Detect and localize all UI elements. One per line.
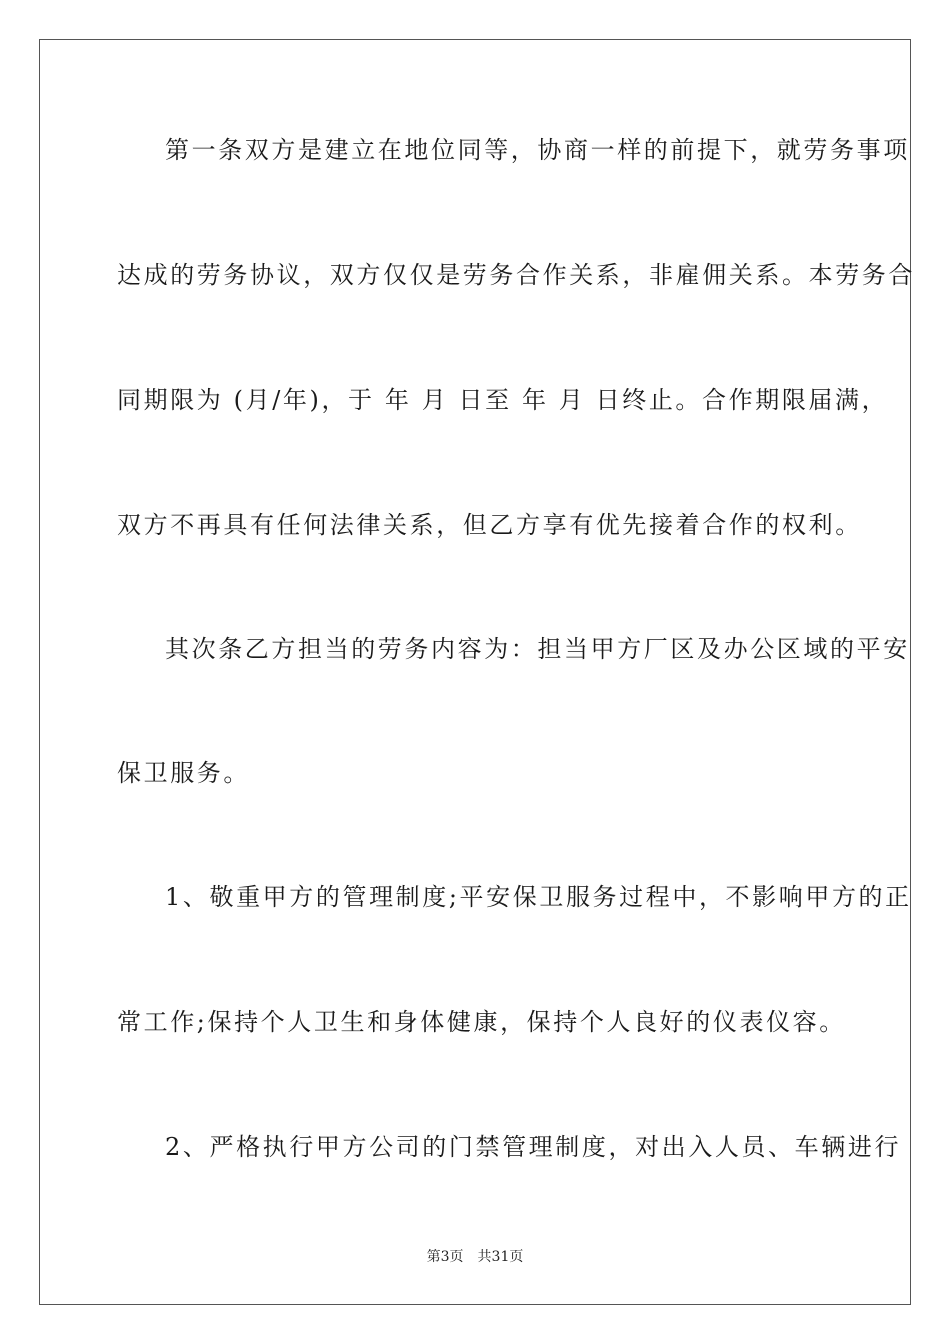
paragraph-line: 1、敬重甲方的管理制度;平安保卫服务过程中，不影响甲方的正	[165, 883, 912, 911]
paragraph-line: 保卫服务。	[117, 759, 250, 787]
paragraph-line: 达成的劳务协议，双方仅仅是劳务合作关系，非雇佣关系。本劳务合	[117, 261, 915, 289]
page-footer	[0, 1246, 950, 1266]
paragraph-line: 双方不再具有任何法律关系，但乙方享有优先接着合作的权利。	[117, 511, 862, 539]
paragraph-line: 常工作;保持个人卫生和身体健康，保持个人良好的仪表仪容。	[117, 1008, 846, 1036]
page-number: 第3页	[426, 1249, 464, 1265]
page-total: 共31页	[477, 1249, 524, 1265]
paragraph-line: 其次条乙方担当的劳务内容为：担当甲方厂区及办公区域的平安	[165, 635, 910, 663]
paragraph-line: 2、严格执行甲方公司的门禁管理制度，对出入人员、车辆进行	[165, 1133, 902, 1161]
paragraph-line: 同期限为 (月/年)，于 年 月 日至 年 月 日终止。合作期限届满，	[117, 386, 889, 414]
paragraph-line: 第一条双方是建立在地位同等，协商一样的前提下，就劳务事项	[165, 136, 910, 164]
page-border	[39, 39, 915, 1305]
